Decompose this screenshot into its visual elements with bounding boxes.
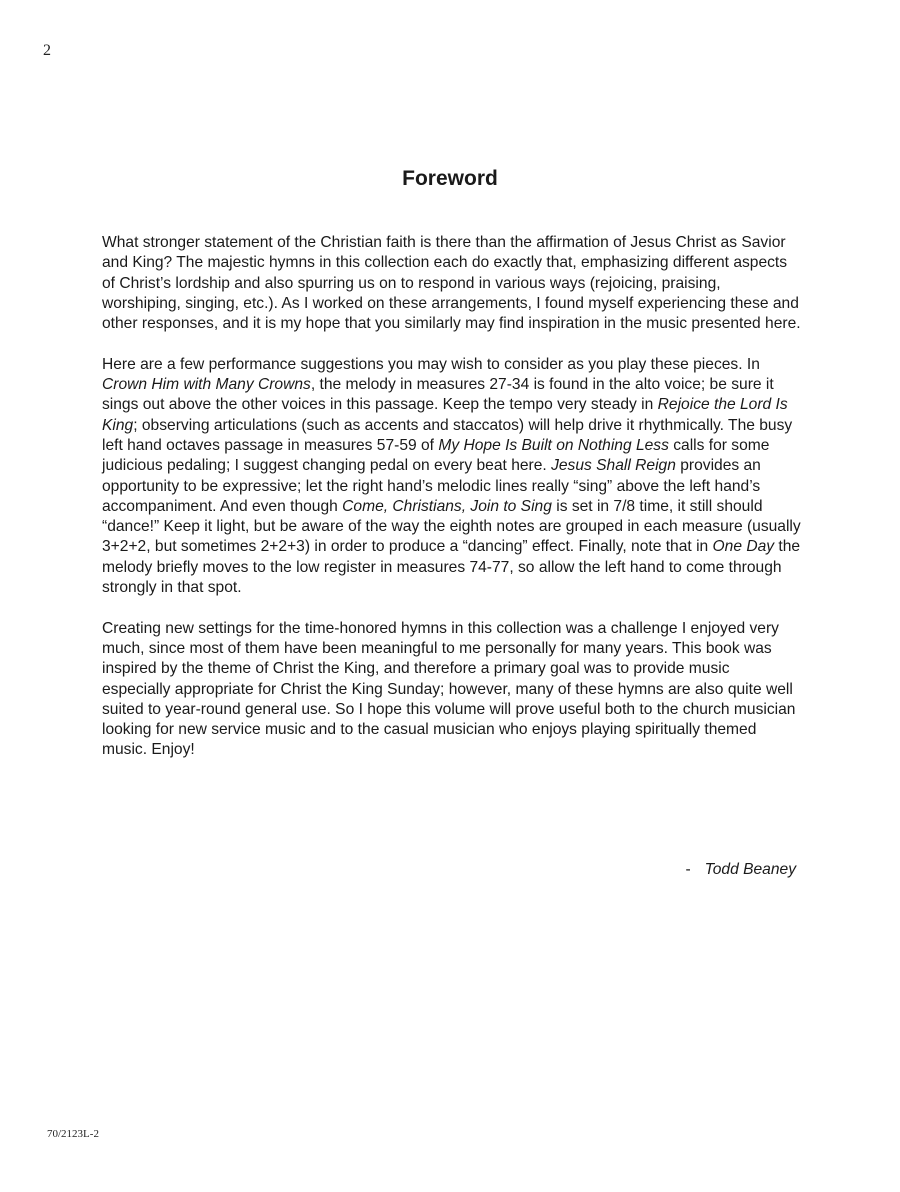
page-number: 2 bbox=[43, 42, 51, 59]
foreword-paragraph bbox=[102, 619, 802, 761]
paragraph-text: ; observing articulations (such as accents and staccatos) will help drive it rhythmically. The busy left hand octaves passage in measures 57-59 of bbox=[102, 416, 793, 454]
hymn-title: Rejoice the Lord Is King bbox=[102, 396, 788, 434]
paragraph-text: , the melody in measures 27-34 is found in the alto voice; be sure it sings out above the other voices in this passage. Keep the tempo very steady in bbox=[102, 376, 774, 414]
hymn-title: My Hope Is Built on Nothing Less bbox=[438, 436, 669, 454]
paragraph-text: Here are a few performance suggestions you may wish to consider as you play these pieces. In bbox=[102, 355, 760, 373]
paragraph-text: Creating new settings for the time-honored hymns in this collection was a challenge I enjoyed very much, since most of them have been meaningful to me personally for many years. This book was inspired by the theme of Christ the King, and therefore a primary goal was to provide music especially appropriate for Christ the King Sunday; however, many of these hymns are also quite well suited to year-round general use. So I hope this volume will prove useful both to the church musician looking for new service music and to the casual musician who enjoys playing spiritually themed music. Enjoy! bbox=[102, 619, 796, 759]
paragraph-text: calls for some judicious pedaling; I suggest changing pedal on every beat here. bbox=[102, 436, 770, 475]
hymn-title: Come, Christians, Join to Sing bbox=[342, 497, 552, 515]
foreword-body bbox=[102, 233, 802, 781]
signature bbox=[600, 861, 796, 879]
hymn-title: One Day bbox=[712, 538, 775, 556]
footer-code: 70/2123L-2 bbox=[47, 1128, 99, 1140]
paragraph-text: What stronger statement of the Christian faith is there than the affirmation of Jesus Christ as Savior and King? The majestic hymns in this collection each do exactly that, emphasizing different aspects of Christ’s lordship and also spurring us on to respond in various ways (rejoicing, praising, worshiping, singing, etc.). As I worked on these arrangements, I found myself experiencing these and other responses, and it is my hope that you similarly may find inspiration in the music presented here. bbox=[102, 234, 801, 333]
foreword-paragraph bbox=[102, 233, 802, 334]
foreword-paragraph bbox=[102, 355, 802, 599]
page-title: Foreword bbox=[402, 167, 498, 190]
paragraph-text: the melody briefly moves to the low register in measures 74-77, so allow the left hand to come through strongly in that spot. bbox=[102, 538, 801, 597]
hymn-title: Jesus Shall Reign bbox=[551, 457, 676, 475]
hymn-title: Crown Him with Many Crowns bbox=[102, 376, 311, 394]
signature-dash: - bbox=[685, 861, 691, 878]
paragraph-text: is set in 7/8 time, it still should “dance!” Keep it light, but be aware of the way the eighth notes are grouped in each measure (usually 3+2+2, but sometimes 2+2+3) in order to produce a “dancing” effect. Finally, note that in bbox=[102, 497, 801, 556]
paragraph-text: provides an opportunity to be expressive; let the right hand’s melodic lines really “sing” above the left hand’s accompaniment. And even though bbox=[102, 457, 761, 515]
signature-name: Todd Beaney bbox=[704, 861, 796, 878]
